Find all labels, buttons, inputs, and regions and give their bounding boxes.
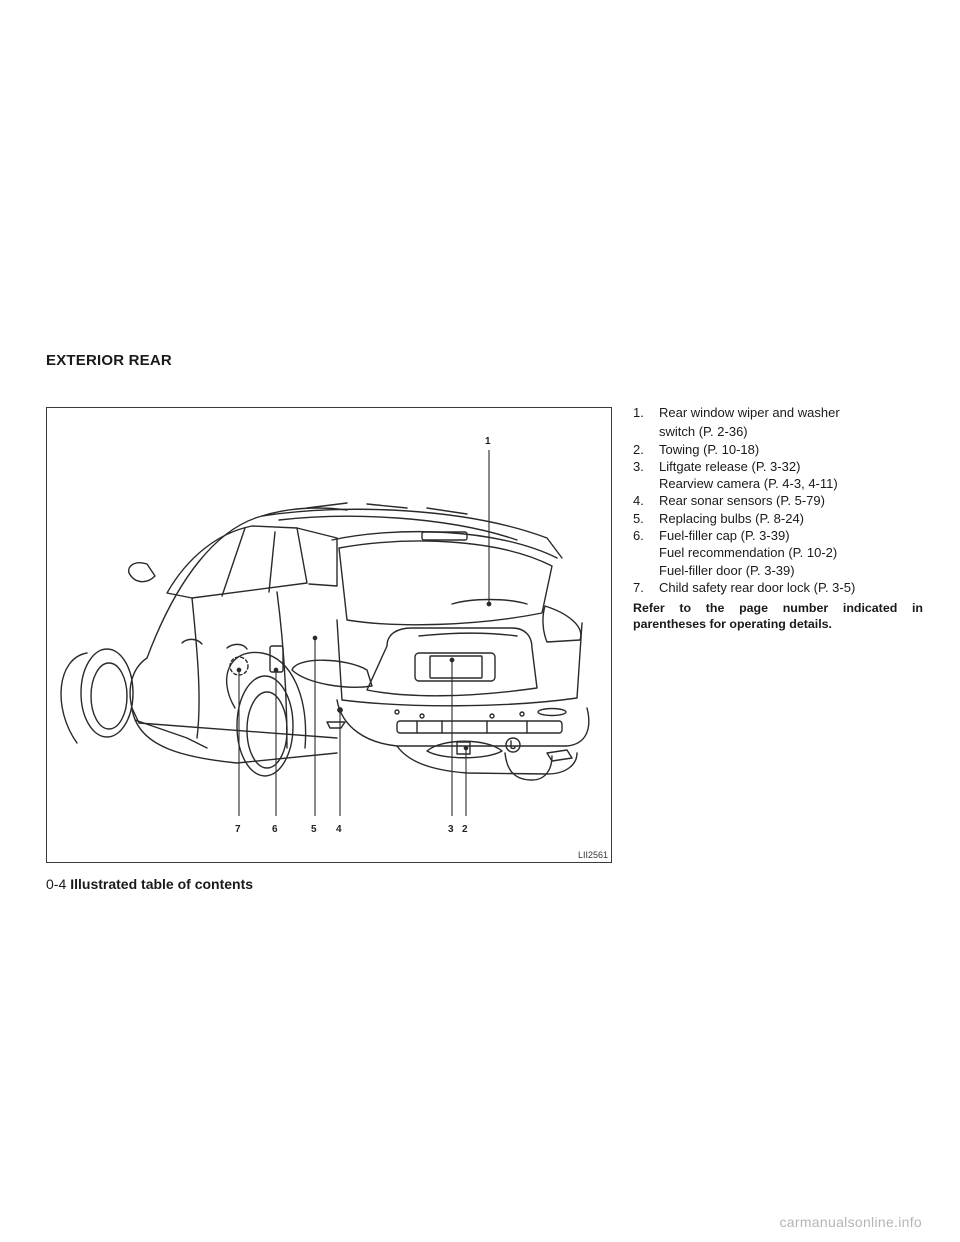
item-text: Child safety rear door lock (P. 3-5) bbox=[659, 579, 856, 595]
item-text: Fuel-filler door (P. 3-39) bbox=[659, 562, 795, 578]
item-number: 2. bbox=[633, 441, 644, 457]
callout-5: 5 bbox=[311, 824, 317, 835]
section-title: EXTERIOR REAR bbox=[46, 352, 172, 369]
item-text: Liftgate release (P. 3-32) bbox=[659, 458, 801, 474]
item-number: 5. bbox=[633, 510, 644, 526]
list-item bbox=[633, 527, 923, 579]
list-item bbox=[633, 492, 923, 509]
callout-2: 2 bbox=[462, 824, 468, 835]
list-item bbox=[633, 458, 923, 493]
contents-list bbox=[633, 404, 923, 632]
item-number: 7. bbox=[633, 579, 644, 595]
vehicle-rear-figure bbox=[46, 407, 612, 863]
item-text: Rearview camera (P. 4-3, 4-11) bbox=[659, 476, 838, 492]
list-item bbox=[633, 441, 923, 458]
item-number: 6. bbox=[633, 528, 644, 544]
vehicle-rear-illustration bbox=[47, 408, 613, 864]
callout-4: 4 bbox=[336, 824, 342, 835]
item-number: 4. bbox=[633, 493, 644, 509]
item-text: Rear sonar sensors (P. 5-79) bbox=[659, 493, 825, 509]
item-text: switch (P. 2-36) bbox=[659, 424, 748, 440]
callout-1: 1 bbox=[485, 436, 491, 447]
item-text: Fuel-filler cap (P. 3-39) bbox=[659, 528, 790, 544]
item-text: Towing (P. 10-18) bbox=[659, 441, 760, 457]
callout-3: 3 bbox=[448, 824, 454, 835]
item-text: Replacing bulbs (P. 8-24) bbox=[659, 510, 805, 526]
list-item bbox=[633, 579, 923, 596]
callout-7: 7 bbox=[235, 824, 241, 835]
figure-code: LII2561 bbox=[577, 850, 608, 860]
list-item bbox=[633, 404, 923, 441]
item-number: 3. bbox=[633, 458, 644, 474]
page-number: 0-4 bbox=[46, 876, 67, 892]
list-item bbox=[633, 510, 923, 527]
callout-6: 6 bbox=[272, 824, 278, 835]
item-text: Rear window wiper and washer bbox=[659, 405, 840, 420]
footer-title: Illustrated table of contents bbox=[70, 876, 254, 892]
operating-note: Refer to the page number indicated in parentheses for operating details. bbox=[633, 601, 923, 632]
page-footer bbox=[46, 876, 253, 892]
item-number: 1. bbox=[633, 405, 644, 420]
item-text: Fuel recommendation (P. 10-2) bbox=[659, 545, 838, 561]
watermark: carmanualsonline.info bbox=[779, 1214, 922, 1230]
